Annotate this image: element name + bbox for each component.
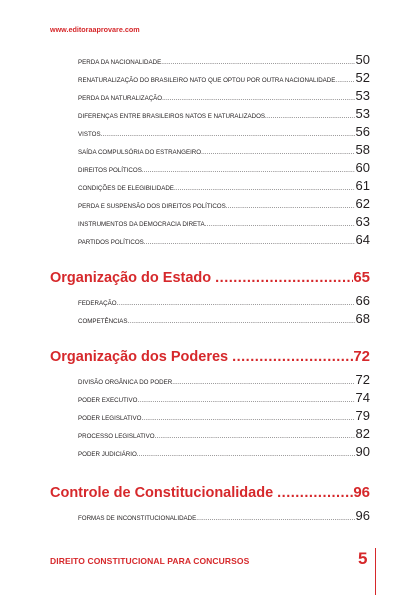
toc-entry-label: FEDERAÇÃO	[78, 300, 117, 307]
section-title: Organização do Estado	[50, 270, 212, 286]
dot-leader	[142, 415, 355, 422]
toc-entry[interactable]	[78, 160, 370, 175]
dot-leader	[144, 239, 355, 246]
section-page: 65	[353, 269, 370, 286]
dot-leader	[196, 515, 354, 522]
toc-entry-page: 61	[355, 178, 370, 193]
toc-entry[interactable]	[78, 408, 370, 423]
toc-entry-label: PROCESSO LEGISLATIVO	[78, 433, 155, 440]
toc-entry-label: RENATURALIZAÇÃO DO BRASILEIRO NATO QUE OPTOU POR OUTRA NACIONALIDADE	[78, 77, 336, 84]
toc-entry-page: 52	[355, 70, 370, 85]
book-title-footer: DIREITO CONSTITUCIONAL PARA CONCURSOS	[50, 556, 250, 566]
toc-entry-page: 53	[355, 88, 370, 103]
dot-leader	[155, 433, 355, 440]
toc-entry-page: 60	[355, 160, 370, 175]
toc-section-heading[interactable]	[50, 348, 370, 365]
dot-leader	[174, 185, 355, 192]
dot-leader	[205, 221, 355, 228]
toc-entry-page: 66	[355, 293, 370, 308]
toc-entry-label: INSTRUMENTOS DA DEMOCRACIA DIRETA	[78, 221, 205, 228]
toc-entry-page: 63	[355, 214, 370, 229]
toc-section-heading[interactable]	[50, 269, 370, 286]
dot-leader	[335, 77, 354, 84]
toc-entry-page: 58	[355, 142, 370, 157]
dot-leader	[232, 349, 353, 365]
toc-entry-label: PODER LEGISLATIVO	[78, 415, 142, 422]
toc-entry[interactable]	[78, 311, 370, 326]
toc-entry-page: 90	[355, 444, 370, 459]
toc-entry-page: 68	[355, 311, 370, 326]
toc-entry[interactable]	[78, 124, 370, 139]
toc-entry-label: DIREITOS POLÍTICOS	[78, 167, 142, 174]
toc-entry-page: 53	[355, 106, 370, 121]
toc-entry[interactable]	[78, 444, 370, 459]
toc-entry[interactable]	[78, 88, 370, 103]
section-title: Controle de Constitucionalidade	[50, 485, 274, 501]
toc-entry[interactable]	[78, 508, 370, 523]
toc-entry[interactable]	[78, 142, 370, 157]
toc-entry-page: 62	[355, 196, 370, 211]
dot-leader	[201, 149, 354, 156]
toc-entry-page: 74	[355, 390, 370, 405]
section-page: 72	[353, 348, 370, 365]
dot-leader	[162, 95, 354, 102]
toc-section-heading[interactable]	[50, 484, 370, 501]
toc-entry[interactable]	[78, 372, 370, 387]
toc-entry[interactable]	[78, 390, 370, 405]
page-number: 5	[358, 549, 368, 568]
toc-entry[interactable]	[78, 52, 370, 67]
dot-leader	[226, 203, 355, 210]
dot-leader	[128, 318, 355, 325]
toc-entry-label: PERDA E SUSPENSÃO DOS DIREITOS POLÍTICOS	[78, 203, 226, 210]
toc-entry[interactable]	[78, 214, 370, 229]
dot-leader	[277, 485, 353, 501]
toc-entry-page: 82	[355, 426, 370, 441]
dot-leader	[101, 131, 355, 138]
toc-entry-page: 50	[355, 52, 370, 67]
toc-entry[interactable]	[78, 106, 370, 121]
toc-entry[interactable]	[78, 426, 370, 441]
dot-leader	[137, 451, 355, 458]
dot-leader	[265, 113, 354, 120]
toc-entry[interactable]	[78, 178, 370, 193]
dot-leader	[172, 379, 354, 386]
toc-entry-page: 79	[355, 408, 370, 423]
section-page: 96	[353, 484, 370, 501]
section-title: Organização dos Poderes	[50, 349, 229, 365]
toc-entry-label: PARTIDOS POLÍTICOS	[78, 239, 144, 246]
dot-leader	[117, 300, 355, 307]
dot-leader	[137, 397, 354, 404]
toc-entry-label: SAÍDA COMPULSÓRIA DO ESTRANGEIRO	[78, 149, 202, 156]
dot-leader	[215, 270, 353, 286]
toc-entry[interactable]	[78, 232, 370, 247]
site-url[interactable]: www.editoraaprovare.com	[50, 25, 140, 34]
toc-entry-page: 96	[355, 508, 370, 523]
toc-entry-label: PERDA DA NATURALIZAÇÃO	[78, 95, 163, 102]
toc-entry-label: DIVISÃO ORGÂNICA DO PODER	[78, 379, 173, 386]
toc-entry-label: PERDA DA NACIONALIDADE	[78, 59, 162, 66]
toc-entry-page: 56	[355, 124, 370, 139]
dot-leader	[142, 167, 355, 174]
toc-entry-label: PODER EXECUTIVO	[78, 397, 138, 404]
toc-entry-label: CONDIÇÕES DE ELEGIBILIDADE	[78, 185, 174, 192]
toc-entry[interactable]	[78, 70, 370, 85]
toc-entry[interactable]	[78, 196, 370, 211]
toc-entry-page: 64	[355, 232, 370, 247]
toc-entry[interactable]	[78, 293, 370, 308]
footer-divider	[375, 548, 376, 595]
toc-entry-label: DIFERENÇAS ENTRE BRASILEIROS NATOS E NATURALIZADOS	[78, 113, 266, 120]
toc-entry-page: 72	[355, 372, 370, 387]
toc-entry-label: COMPETÊNCIAS	[78, 318, 128, 325]
toc-entry-label: VISTOS	[78, 131, 101, 138]
dot-leader	[161, 59, 354, 66]
toc-entry-label: PODER JUDICIÁRIO	[78, 451, 137, 458]
toc-entry-label: FORMAS DE INCONSTITUCIONALIDADE	[78, 515, 197, 522]
